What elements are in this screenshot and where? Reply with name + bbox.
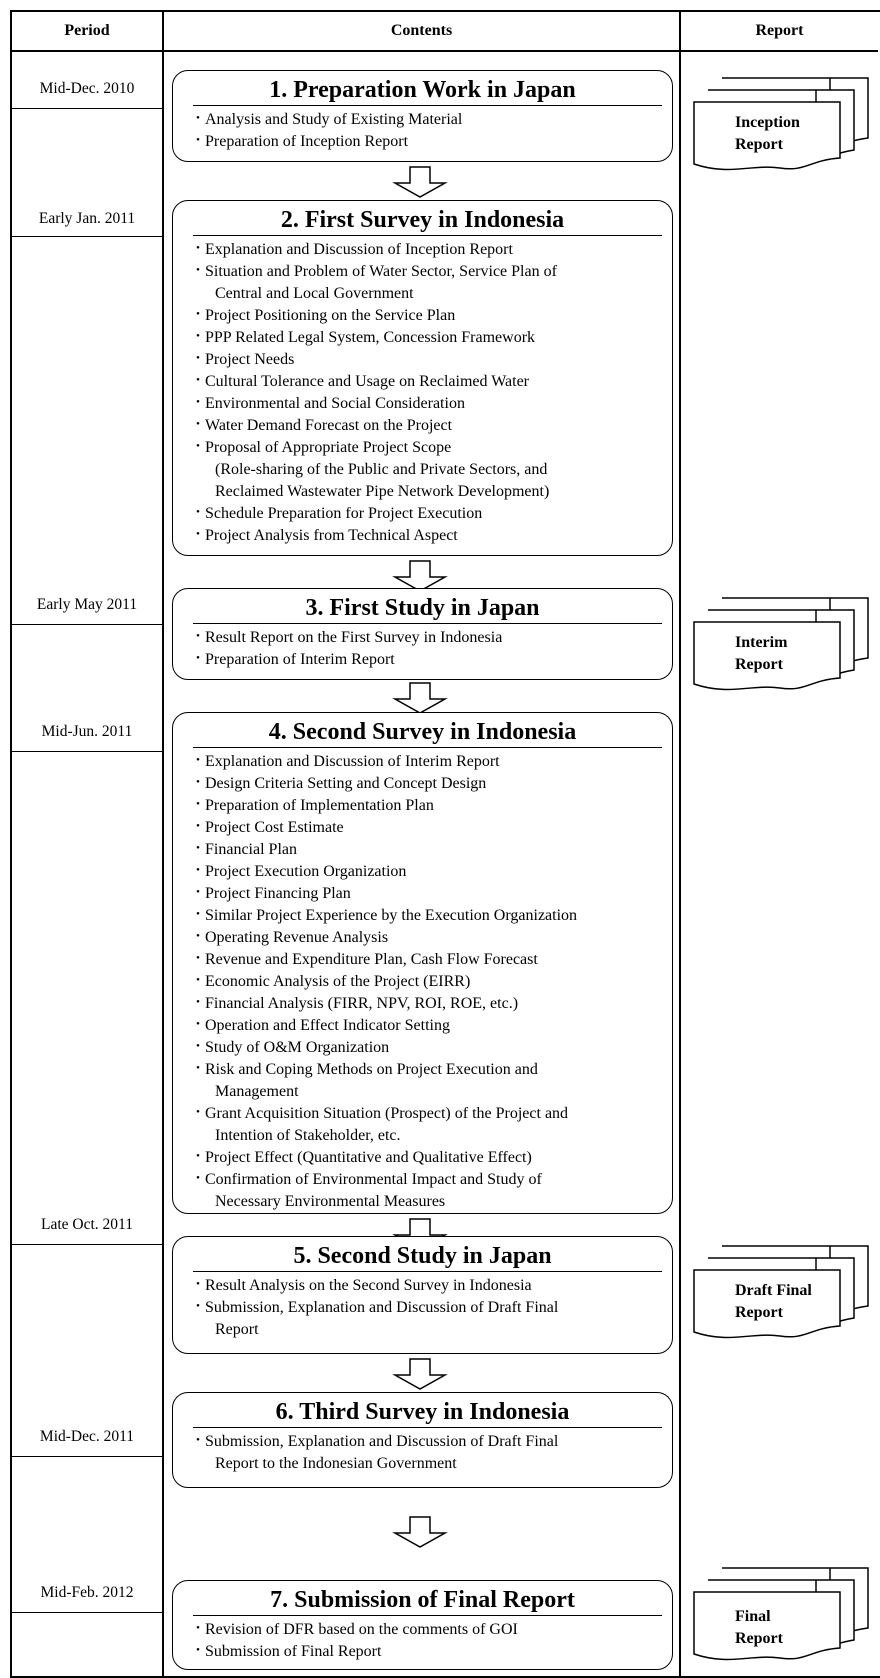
- down-arrow-icon: [390, 1516, 450, 1548]
- list-item: Intention of Stakeholder, etc.: [215, 1127, 401, 1144]
- stage-box: [172, 70, 673, 162]
- list-item: Reclaimed Wastewater Pipe Network Development): [215, 483, 550, 500]
- list-item: ・ Submission of Final Report: [205, 1641, 672, 1663]
- list-item: ・ Schedule Preparation for Project Execution: [205, 503, 672, 525]
- report-document: [690, 596, 870, 696]
- list-item: ・ Explanation and Discussion of Interim Report: [205, 751, 672, 773]
- report-label: Report: [735, 136, 783, 153]
- stage-items: [173, 1428, 672, 1475]
- report-label: Interim: [735, 634, 788, 651]
- list-item: ・ Submission, Explanation and Discussion of Draft Final: [205, 1431, 672, 1453]
- list-item: ・ Project Effect (Quantitative and Qualitative Effect): [205, 1147, 672, 1169]
- list-item: ・ Project Execution Organization: [205, 861, 672, 883]
- list-item: ・ Revision of DFR based on the comments of GOI: [205, 1619, 672, 1641]
- list-item: ・ Design Criteria Setting and Concept Design: [205, 773, 672, 795]
- list-item: (Role-sharing of the Public and Private Sectors, and: [215, 461, 548, 478]
- list-item: ・ Environmental and Social Consideration: [205, 393, 672, 415]
- stage-title: 3. First Study in Japan: [305, 595, 540, 621]
- down-arrow-icon: [390, 682, 450, 714]
- list-item: Report to the Indonesian Government: [215, 1455, 457, 1472]
- list-item: ・ Risk and Coping Methods on Project Execution and: [205, 1059, 672, 1081]
- stage-box: [172, 1580, 673, 1670]
- stage-items: [173, 624, 672, 671]
- list-item: ・ Grant Acquisition Situation (Prospect) of the Project and: [205, 1103, 672, 1125]
- list-item: ・ Preparation of Interim Report: [205, 649, 672, 671]
- contents-header: Contents: [390, 22, 453, 39]
- period-label: Late Oct. 2011: [41, 1216, 133, 1233]
- list-item: ・ Project Needs: [205, 349, 672, 371]
- period-header: Period: [64, 22, 110, 39]
- report-label: Report: [735, 1630, 783, 1647]
- stage-title: 1. Preparation Work in Japan: [269, 77, 576, 103]
- list-item: Report: [215, 1321, 259, 1338]
- stage-items: [173, 1272, 672, 1341]
- list-item: ・ Result Analysis on the Second Survey in Indonesia: [205, 1275, 672, 1297]
- period-rule: [10, 1456, 162, 1457]
- stage-items: [173, 236, 672, 547]
- list-item: ・ Project Cost Estimate: [205, 817, 672, 839]
- down-arrow-icon: [390, 1358, 450, 1390]
- list-item: ・ Project Positioning on the Service Plan: [205, 305, 672, 327]
- report-label: Inception: [735, 114, 800, 131]
- report-document: [690, 1566, 870, 1666]
- period-label: Mid-Dec. 2010: [39, 80, 135, 97]
- list-item: ・ Financial Plan: [205, 839, 672, 861]
- stage-title: 7. Submission of Final Report: [270, 1587, 575, 1613]
- stage-items: [173, 1616, 672, 1663]
- period-rule: [10, 236, 162, 237]
- list-item: ・ Operation and Effect Indicator Setting: [205, 1015, 672, 1037]
- list-item: ・ Project Analysis from Technical Aspect: [205, 525, 672, 547]
- period-label: Early Jan. 2011: [38, 210, 136, 227]
- report-header: Report: [755, 22, 804, 39]
- period-rule: [10, 1244, 162, 1245]
- list-item: ・ Situation and Problem of Water Sector, Service Plan of: [205, 261, 672, 283]
- list-item: ・ Similar Project Experience by the Execution Organization: [205, 905, 672, 927]
- report-label: Report: [735, 1304, 783, 1321]
- list-item: ・ Cultural Tolerance and Usage on Reclaimed Water: [205, 371, 672, 393]
- report-document: [690, 76, 870, 176]
- list-item: ・ Operating Revenue Analysis: [205, 927, 672, 949]
- report-label: Report: [735, 656, 783, 673]
- column-divider: [162, 10, 164, 1676]
- period-label: Mid-Jun. 2011: [41, 723, 133, 740]
- list-item: ・ Result Report on the First Survey in Indonesia: [205, 627, 672, 649]
- list-item: ・ Explanation and Discussion of Inception Report: [205, 239, 672, 261]
- stage-box: [172, 1236, 673, 1354]
- period-rule: [10, 108, 162, 109]
- document-stack-icon: [690, 1566, 870, 1666]
- stage-box: [172, 588, 673, 680]
- header-rule: [10, 50, 878, 52]
- stage-title: 5. Second Study in Japan: [293, 1243, 552, 1269]
- list-item: ・ Preparation of Implementation Plan: [205, 795, 672, 817]
- list-item: ・ Submission, Explanation and Discussion of Draft Final: [205, 1297, 672, 1319]
- list-item: Central and Local Government: [215, 285, 414, 302]
- stage-items: [173, 748, 672, 1213]
- stage-box: [172, 1392, 673, 1488]
- period-label: Mid-Feb. 2012: [40, 1584, 134, 1601]
- list-item: ・ Economic Analysis of the Project (EIRR): [205, 971, 672, 993]
- period-rule: [10, 751, 162, 752]
- list-item: ・ Financial Analysis (FIRR, NPV, ROI, ROE, etc.): [205, 993, 672, 1015]
- down-arrow-icon: [390, 166, 450, 198]
- report-label: Draft Final: [735, 1282, 812, 1299]
- list-item: ・ Proposal of Appropriate Project Scope: [205, 437, 672, 459]
- period-label: Mid-Dec. 2011: [39, 1428, 135, 1445]
- stage-title: 2. First Survey in Indonesia: [280, 207, 565, 233]
- period-rule: [10, 624, 162, 625]
- list-item: Necessary Environmental Measures: [215, 1193, 446, 1210]
- stage-title: 4. Second Survey in Indonesia: [268, 719, 577, 745]
- stage-box: [172, 712, 673, 1214]
- list-item: ・ Water Demand Forecast on the Project: [205, 415, 672, 437]
- stage-title: 6. Third Survey in Indonesia: [275, 1399, 570, 1425]
- list-item: ・ Revenue and Expenditure Plan, Cash Flow Forecast: [205, 949, 672, 971]
- period-label: Early May 2011: [36, 596, 138, 613]
- list-item: Management: [215, 1083, 299, 1100]
- report-label: Final: [735, 1608, 771, 1625]
- list-item: ・ Project Financing Plan: [205, 883, 672, 905]
- stage-box: [172, 200, 673, 556]
- list-item: ・ PPP Related Legal System, Concession Framework: [205, 327, 672, 349]
- list-item: ・ Study of O&M Organization: [205, 1037, 672, 1059]
- list-item: ・ Analysis and Study of Existing Material: [205, 109, 672, 131]
- column-divider: [679, 10, 681, 1676]
- report-document: [690, 1244, 870, 1344]
- list-item: ・ Confirmation of Environmental Impact and Study of: [205, 1169, 672, 1191]
- stage-items: [173, 106, 672, 153]
- period-rule: [10, 1612, 162, 1613]
- list-item: ・ Preparation of Inception Report: [205, 131, 672, 153]
